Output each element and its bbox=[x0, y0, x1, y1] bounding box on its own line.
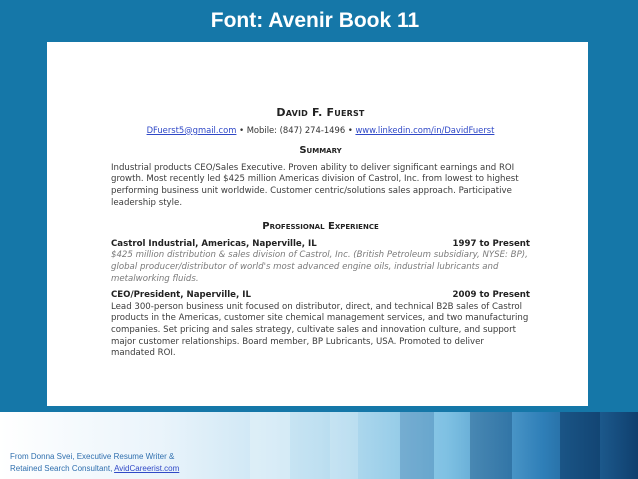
email-link[interactable]: DFuerst5@gmail.com bbox=[146, 124, 237, 135]
resume-image bbox=[47, 42, 588, 406]
credit-line-1: From Donna Svei, Executive Resume Writer & bbox=[10, 452, 175, 461]
experience-heading: Professional Experience bbox=[262, 221, 379, 233]
decorative-tile bbox=[330, 412, 358, 479]
job-description: Lead 300-person business unit focused on distributor, direct, and technical B2B sales of Castrol products in the Americas, customer site chemical management services, and two manufacturing companies. Set pricing and sales strategy, cultivate sales and innovation culture, and support major customer relationships. Board member, BP Lubricants, USA. Promoted to deliver mandated ROI. bbox=[111, 301, 529, 359]
source-credit bbox=[10, 451, 270, 475]
contact-separator-mobile: • Mobile: (847) 274-1496 • bbox=[236, 124, 356, 135]
avidcareerist-link[interactable]: AvidCareerist.com bbox=[114, 464, 180, 473]
job-title: CEO/President, Naperville, IL bbox=[111, 290, 251, 301]
credit-line-2: Retained Search Consultant, AvidCareerist.com bbox=[10, 464, 180, 473]
job-dates: 2009 to Present bbox=[452, 290, 530, 301]
job-header bbox=[111, 239, 530, 251]
linkedin-link[interactable]: www.linkedin.com/in/DavidFuerst bbox=[355, 124, 495, 135]
job-title: Castrol Industrial, Americas, Naperville, IL bbox=[111, 238, 317, 249]
decorative-tile bbox=[470, 412, 512, 479]
job-header bbox=[111, 290, 530, 302]
decorative-tile bbox=[400, 412, 434, 479]
resume-contact-line bbox=[111, 125, 530, 137]
summary-heading: Summary bbox=[299, 145, 342, 157]
resume-name: David F. Fuerst bbox=[276, 106, 365, 119]
job-description: $425 million distribution & sales division of Castrol, Inc. (British Petroleum subsidiary, NYSE: BP), global producer/distributor of world's most advanced engine oils, industrial lubricants and metalworking fluids. bbox=[111, 250, 528, 284]
job-dates: 1997 to Present bbox=[452, 238, 530, 249]
slide-title: Font: Avenir Book 11 bbox=[210, 9, 420, 32]
decorative-tile bbox=[560, 412, 600, 479]
summary-text: Industrial products CEO/Sales Executive. Proven ability to deliver significant earnings and ROI growth. Most recently led $425 million Americas division of Castrol, Inc. from lowest to highest performing business unit worldwide. Customer centric/solutions sales approach. Participative leadership style. bbox=[111, 162, 519, 208]
